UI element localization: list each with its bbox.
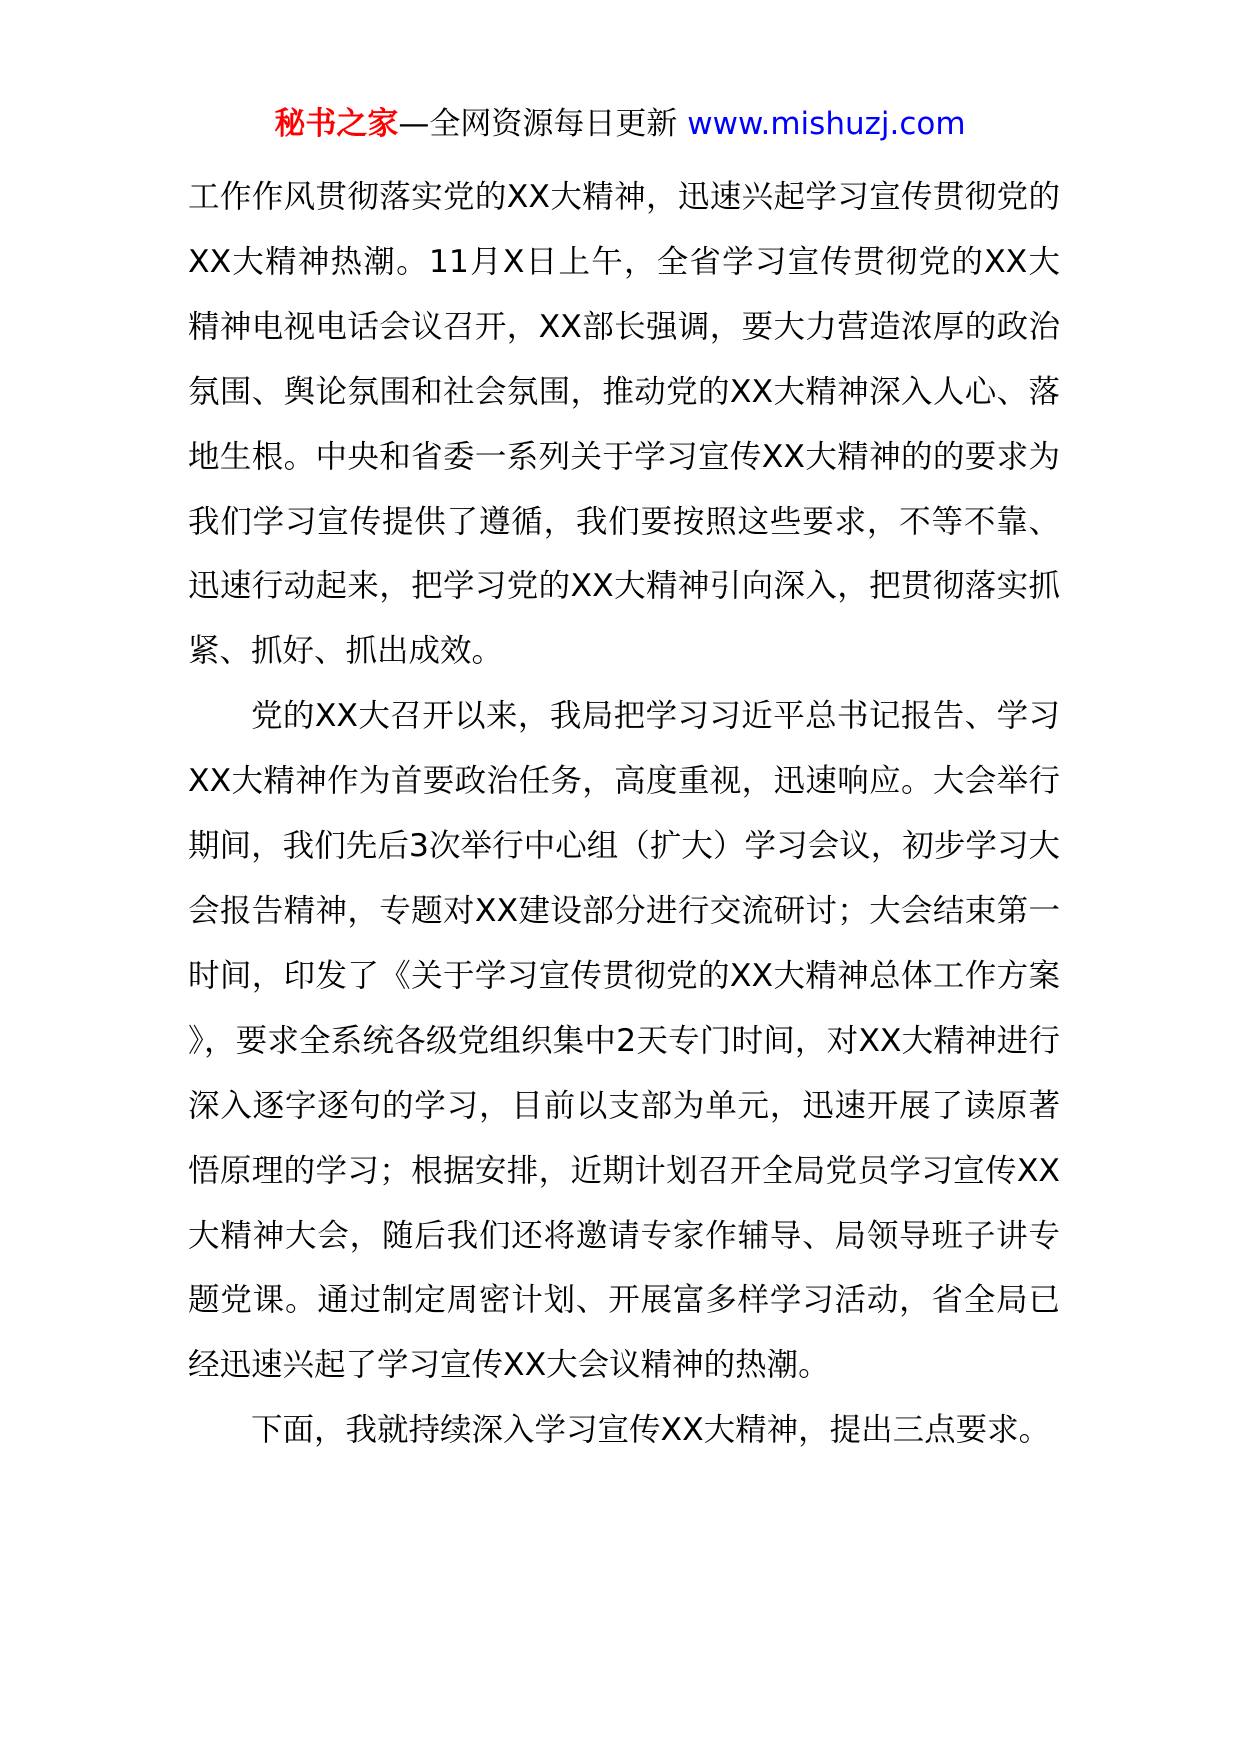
header-tagline: —全网资源每日更新	[398, 106, 678, 142]
page-header	[0, 103, 1240, 145]
paragraph-3: 下面，我就持续深入学习宣传XX大精神，提出三点要求。	[251, 1412, 1051, 1449]
site-url-link[interactable]: www.mishuzj.com	[687, 106, 966, 142]
paragraph-1: 工作作风贯彻落实党的XX大精神，迅速兴起学习宣传贯彻党的XX大精神热潮。11月X日上午，全省学习宣传贯彻党的XX大精神电视电话会议召开，XX部长强调，要大力营造浓厚的政治氛围、舆论氛围和社会氛围，推动党的XX大精神深入人心、落地生根。中央和省委一系列关于学习宣传XX大精神的的要求为我们学习宣传提供了遵循，我们要按照这些要求，不等不靠、迅速行动起来，把学习党的XX大精神引向深入，把贯彻落实抓紧、抓好、抓出成效。	[188, 179, 1060, 670]
brand-name: 秘书之家	[274, 106, 399, 142]
paragraph-2: 党的XX大召开以来，我局把学习习近平总书记报告、学习XX大精神作为首要政治任务，高度重视，迅速响应。大会举行期间，我们先后3次举行中心组（扩大）学习会议，初步学习大会报告精神，专题对XX建设部分进行交流研讨；大会结束第一时间，印发了《关于学习宣传贯彻党的XX大精神总体工作方案》，要求全系统各级党组织集中2天专门时间，对XX大精神进行深入逐字逐句的学习，目前以支部为单元，迅速开展了读原著悟原理的学习；根据安排，近期计划召开全局党员学习宣传XX大精神大会，随后我们还将邀请专家作辅导、局领导班子讲专题党课。通过制定周密计划、开展富多样学习活动，省全局已经迅速兴起了学习宣传XX大会议精神的热潮。	[188, 698, 1060, 1384]
document-body	[188, 165, 1060, 1463]
